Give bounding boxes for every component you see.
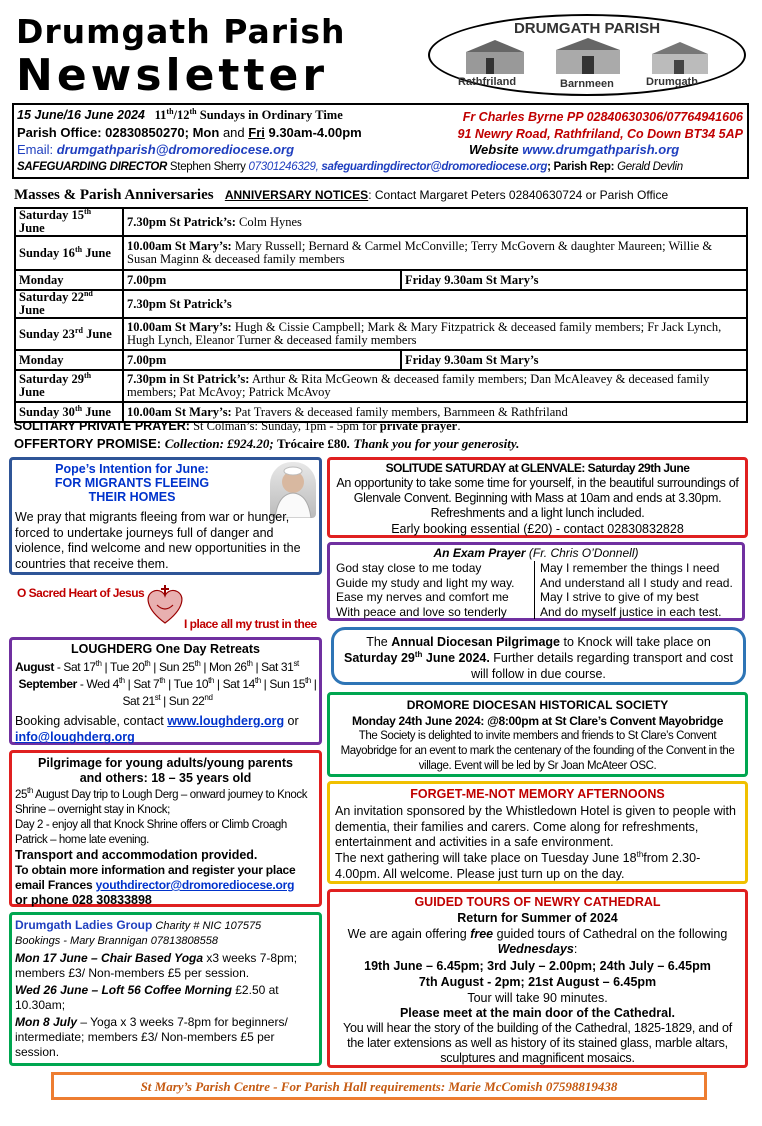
- sacred-heart-icon: [142, 583, 188, 625]
- logo-place-rathfriland: Rathfriland: [458, 76, 517, 88]
- young-pilgrimage-details: 25th August Day trip to Lough Derg – onward journey to Knock Shrine – overnight stay in Knock; Day 2 - enjoy all that Knock Shrine offers or Climb Croagh Patrick – home late evening. Transport and accommodation provided. To obtain more information and register your place email Frances youthdirector@dromorediocese.org or phone 028 30833898: [15, 786, 308, 907]
- loughderg-booking: Booking advisable, contact www.loughderg.org or info@loughderg.org: [15, 714, 299, 744]
- logo-place-barnmeen: Barnmeen: [560, 78, 614, 90]
- exam-prayer-box: An Exam Prayer (Fr. Chris O’Donnell) God stay close to me today Guide my study and light my way. Ease my nerves and comfort me With peace and love so tenderly May I remember the things I need And understand all I study and read. May I strive to give of my best And do myself justice in each test.: [327, 542, 745, 621]
- offertory-line: OFFERTORY PROMISE: Collection: £924.20; Trócaire £80. Thank you for your generosity.: [14, 436, 520, 451]
- solitude-saturday-box: [327, 457, 748, 538]
- logo-place-drumgath: Drumgath: [646, 76, 698, 88]
- sacred-heart-line2: I place all my trust in thee: [184, 617, 317, 631]
- loughderg-box: [9, 637, 322, 745]
- ladies-bookings: Bookings - Mary Brannigan 07813808558: [15, 935, 219, 947]
- cathedral-intro: We are again offering free guided tours of Cathedral on the following Wednesdays:: [347, 927, 728, 956]
- cathedral-subtitle: Return for Summer of 2024: [457, 911, 618, 925]
- sacred-heart-line1: O Sacred Heart of Jesus: [17, 586, 145, 600]
- pope-intention-subtitle: FOR MIGRANTS FLEEING: [54, 476, 210, 490]
- email-line: Email: drumgathparish@dromorediocese.org: [17, 142, 295, 157]
- loughderg-august: August - Sat 17th | Tue 20th | Sun 25th | Mon 26th | Sat 31st: [15, 659, 299, 674]
- table-row: Saturday 22nd June 7.30pm St Patrick’s: [15, 290, 747, 318]
- exam-prayer-title: An Exam Prayer: [433, 546, 526, 560]
- table-row: Monday 7.00pm Friday 9.30am St Mary’s: [15, 350, 747, 370]
- memory-title: FORGET-ME-NOT MEMORY AFTERNOONS: [410, 787, 665, 801]
- priest-contact: Fr Charles Byrne PP 02840630306/07764941606: [462, 110, 743, 124]
- parish-address: 91 Newry Road, Rathfriland, Co Down BT34 5AP: [457, 127, 743, 141]
- issue-date: 15 June/16 June 2024: [17, 108, 145, 122]
- table-row: Sunday 30th June 10.00am St Mary’s: Pat Travers & deceased family members, Barnmeen & Rathfriland: [15, 402, 747, 422]
- parish-office-line: Parish Office: 02830850270; Mon and Fri 9.30am-4.00pm: [17, 125, 362, 140]
- youth-director-email-link[interactable]: youthdirector@dromorediocese.org: [95, 878, 295, 892]
- loughderg-september: September - Wed 4th | Sat 7th | Tue 10th | Sat 14th | Sun 15th | Sat 21st | Sun 22nd: [18, 676, 317, 708]
- parish-centre-footer: [51, 1072, 707, 1100]
- young-adults-pilgrimage-box: [9, 750, 322, 907]
- masses-heading-line: Masses & Parish Anniversaries ANNIVERSARY NOTICES: Contact Margaret Peters 02840630724 or Parish Office: [14, 187, 669, 203]
- memory-next-gathering: The next gathering will take place on Tuesday June 18thfrom 2.30-4.00pm. All welcome. Please just turn up on the day.: [335, 849, 701, 881]
- footer-text: St Mary’s Parish Centre - For Parish Hall requirements: Marie McComish 07598819438: [140, 1079, 618, 1094]
- cathedral-dates-2: 7th August - 2pm; 21st August – 6.45pm: [418, 975, 657, 989]
- loughderg-website-link[interactable]: www.loughderg.org: [167, 714, 285, 728]
- table-row: Saturday 15th June 7.30pm St Patrick’s: Colm Hynes: [15, 208, 747, 236]
- solitude-booking: Early booking essential (£20) - contact 02830832828: [391, 522, 684, 536]
- memory-text: An invitation sponsored by the Whistledown Hotel is given to people with dementia, their families and carers. Come along for refreshments, entertainment and activities in a safe environment.: [335, 804, 736, 849]
- logo-title: DRUMGATH PARISH: [513, 20, 661, 37]
- masses-heading: Masses & Parish Anniversaries: [14, 187, 214, 203]
- loughderg-email-link[interactable]: info@loughderg.org: [15, 730, 135, 744]
- website-link[interactable]: www.drumgathparish.org: [522, 142, 680, 157]
- table-row: Saturday 29th June 7.30pm in St Patrick’s: Arthur & Rita McGeown & deceased family members; Dan McAleavey & deceased family members; Pat McAvoy; Patrick McAvoy: [15, 370, 747, 402]
- info-bar: [12, 103, 749, 179]
- newsletter-title-line2: Newsletter: [16, 50, 329, 101]
- cathedral-meet: Please meet at the main door of the Cathedral.: [399, 1006, 676, 1020]
- cathedral-tours-box: [327, 889, 748, 1068]
- solitude-title: SOLITUDE SATURDAY at GLENVALE: Saturday 29th June: [385, 461, 690, 475]
- parish-logo: [428, 14, 746, 96]
- cathedral-story: You will hear the story of the building of the Cathedral, 1825-1829, and of the later extensions as well as history of its stained glass, marble altars, sculptures and magnificent mosaics.: [343, 1021, 732, 1065]
- email-link[interactable]: drumgathparish@dromorediocese.org: [56, 142, 295, 157]
- historical-society-box: [327, 692, 748, 777]
- exam-prayer-right: May I remember the things I need And understand all I study and read. May I strive to give of my best And do myself justice in each test.: [540, 561, 733, 619]
- website-line: Website www.drumgathparish.org: [469, 142, 680, 157]
- knock-pilgrimage-text: The Annual Diocesan Pilgrimage to Knock will take place on Saturday 29th June 2024. Further details regarding transport and cost will follow in due course.: [343, 635, 734, 681]
- pope-intention-text: We pray that migrants fleeing from war or hunger, forced to undertake journeys full of danger and violence, find welcome and new opportunities in the countries that receive them.: [15, 510, 301, 571]
- solitary-prayer-line: SOLITARY PRIVATE PRAYER: St Colman’s: Sunday, 1pm - 5pm for private prayer.: [14, 419, 461, 433]
- loughderg-title: LOUGHDERG One Day Retreats: [71, 642, 260, 656]
- cathedral-dates-1: 19th June – 6.45pm; 3rd July – 2.00pm; 24th July – 6.45pm: [364, 959, 711, 973]
- table-row: Sunday 23rd June 10.00am St Mary’s: Hugh & Cissie Campbell; Mark & Mary Fitzpatrick & deceased family members; Fr Jack Lynch, Hugh Lynch, Eleanor Turner & deceased family members: [15, 318, 747, 350]
- historical-subtitle: Monday 24th June 2024: @8:00pm at St Clare’s Convent Mayobridge: [351, 714, 724, 728]
- mass-schedule-table: [14, 207, 748, 423]
- info-date-line: 15 June/16 June 2024 11th/12th Sundays in Ordinary Time: [17, 106, 343, 122]
- newsletter-title-line1: Drumgath Parish: [16, 12, 346, 51]
- cathedral-title: GUIDED TOURS OF NEWRY CATHEDRAL: [414, 895, 661, 909]
- cathedral-duration: Tour will take 90 minutes.: [467, 991, 608, 1005]
- safeguarding-line: SAFEGUARDING DIRECTOR Stephen Sherry 07301246329, safeguardingdirector@dromorediocese.org; Parish Rep: Gerald Devlin: [17, 161, 683, 173]
- ladies-group-title: Drumgath Ladies Group: [15, 918, 153, 932]
- pope-intention-box: [9, 457, 322, 575]
- knock-pilgrimage-box: [331, 627, 746, 685]
- young-pilgrimage-age: and others: 18 – 35 years old: [79, 771, 252, 785]
- safeguarding-email-link[interactable]: safeguardingdirector@dromorediocese.org: [321, 161, 548, 173]
- table-row: Sunday 16th June 10.00am St Mary’s: Mary Russell; Bernard & Carmel McConville; Terry McGovern & daughter Maureen; Willie & Susan Maginn & deceased family members: [15, 236, 747, 270]
- churches-illustration: [458, 38, 720, 76]
- young-pilgrimage-title: Pilgrimage for young adults/young parents: [38, 756, 293, 770]
- pope-intention-subtitle-2: THEIR HOMES: [88, 490, 176, 504]
- exam-prayer-left: God stay close to me today Guide my study and light my way. Ease my nerves and comfort me With peace and love so tenderly: [336, 561, 515, 619]
- pope-intention-title: Pope’s Intention for June:: [55, 462, 209, 476]
- historical-title: DROMORE DIOCESAN HISTORICAL SOCIETY: [406, 698, 669, 712]
- solitude-text: An opportunity to take some time for yourself, in the beautiful surroundings of Glenvale Convent. Beginning with Mass at 10am and ends at 3.30pm. Refreshments and a light lunch included.: [336, 476, 739, 520]
- ladies-group-box: Drumgath Ladies Group Charity # NIC 107575 Bookings - Mary Brannigan 07813808558 Mon 17 June – Chair Based Yoga x3 weeks 7-8pm; members £3/ Non-members £5 per session. Wed 26 June – Loft 56 Coffee Morning £2.50 at 10.30am; Mon 8 July – Yoga x 3 weeks 7-8pm for beginners/ intermediate; members £3/ Non-members £5 per session.: [9, 912, 322, 1066]
- historical-text: The Society is delighted to invite members and friends to St Clare’s Convent Mayobridge for an event to mark the centenary of the founding of the Convent in the village. Event will be led by Sr Joan McAteer OSC.: [340, 730, 735, 772]
- table-row: Monday 7.00pm Friday 9.30am St Mary’s: [15, 270, 747, 290]
- memory-afternoons-box: [327, 781, 748, 884]
